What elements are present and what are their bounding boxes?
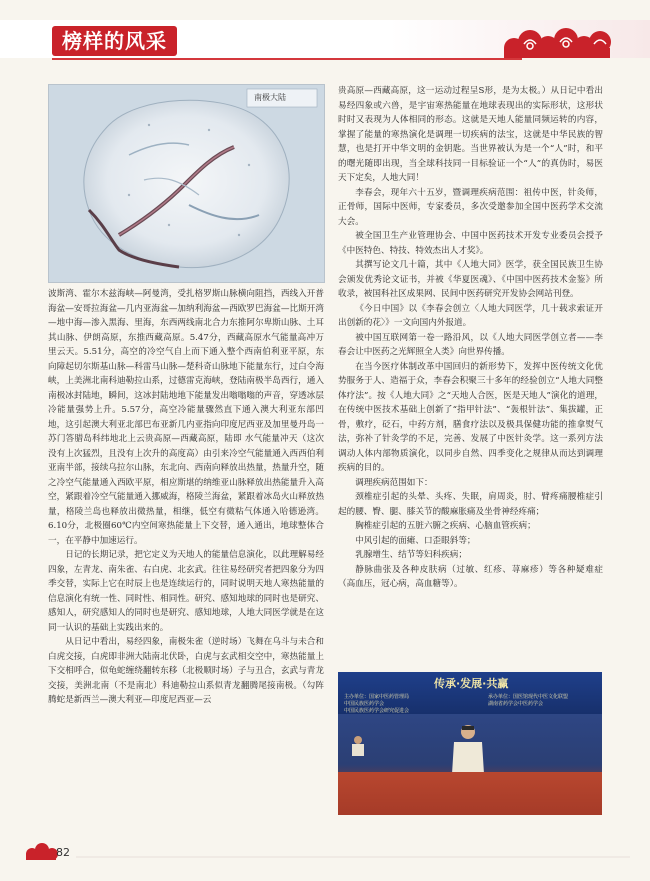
banner-host: 承办单位：国医馆现代中医文化联盟	[488, 694, 569, 700]
page-number: 82	[56, 846, 70, 859]
banner-organizer: 主办单位：国家中医药管理局	[344, 694, 410, 700]
paragraph: 《今日中国》以《李春会创立〈人地大同医学，几十载求索证开出创新的花〉》一文向国内外报道。	[338, 303, 603, 328]
section-title: 榜样的风采	[52, 26, 177, 56]
footer-ornament	[20, 836, 630, 866]
antarctica-relief-illustration	[49, 85, 324, 282]
conference-photo	[338, 672, 602, 815]
list-item: 静脉曲张及各种皮肤病（过敏、红疹、荨麻疹）等各种疑难症（高血压，冠心病，高血糖等）。	[338, 564, 603, 589]
banner-slogan: 传承·发展·共赢	[434, 677, 509, 690]
list-item: 胸椎症引起的五脏六腑之疾病、心脑血管疾病；	[355, 521, 536, 531]
list-item: 颈椎症引起的头晕、头疼、失眠，肩周炎，肘、臂疼痛腰椎症引起的腰、臀、腿、膝关节的酸麻胀痛及坐骨神经疼痛；	[338, 492, 603, 517]
paragraph: 日记的长期记录，把它定义为天地人的能量信息演化，以此理解易经四象，左青龙、南朱雀、右白虎、北玄武。往往易经研究者把四象分为四季交替，实际上它在时辰上也是连续运行的，同时说明天地人寒热能量的信息演化有统一性、同时性、相同性。研究、感知地球的同时也是研究、感知人，研究感知人的同时也是研究、感知地球，人地大同医学就是在这同一认识的基础上实践出来的。	[48, 550, 324, 633]
list-item: 乳腺增生、结节等妇科疾病；	[355, 550, 467, 560]
list-item: 中风引起的面瘫、口歪眼斜等；	[355, 535, 476, 546]
paragraph: 从日记中看出，易经四象，南极朱雀（逆时场）飞舞在乌斗与未合和白虎交接，白虎即非洲大陆南北伏卧，白虎与玄武相交空中，寒热能量上下交相呼合，似龟蛇缠绕翻转东移（北极顺时场）子与丑合，玄武与青龙交接，美洲北南（不是南北）科迪勒拉山系似青龙翻腾尾接南极。（勾阵腾蛇是新西兰—澳大利亚—印度尼西亚—云	[48, 637, 324, 705]
section-header	[0, 0, 650, 70]
paragraph: 在当今医疗体制改革中国回归的新形势下，发挥中医传统文化优势服务于人、造福于众，李春会积聚三十多年的经验创立“人地大同整体疗法”。按《人地大同》之“天地人合医，医是天地人”演化的道理，在传统中医技术基础上创新了“指甲针法”、“轰根针法”、集拔罐，正骨，敷疗，砭石，中药方剂，膳食疗法以及极具保健功能的推拿熨气法，弥补了针灸学的不足，完善、发展了中医针灸学。这一系列方法调动人体内部物质演化，以同步自然、四季变化之规律从而达到调理疾病的目的。	[338, 361, 603, 473]
paragraph: 被全国卫生产业管理协会、中国中医药技术开发专业委员会授予《中医特色、特技、特效杰出人才奖》。	[338, 231, 603, 256]
paragraph: 李春会，现年六十五岁，暨调理疾病范围：祖传中医，针灸师，正骨师，国际中医师，专家委员，多次受邀参加全国中医药学术交流大会。	[338, 187, 603, 227]
antarctica-map	[48, 84, 325, 283]
paragraph: 被中国互联网第一卷一路沿风，以《人地大同医学创立者——李春会让中医药之光辉照全人类》向世界传播。	[338, 332, 603, 357]
auspicious-cloud-ornament	[496, 22, 620, 62]
paragraph: 其撰写论文几十篇，其中《人地大同》医学，获全国民族卫生协会颁发优秀论文证书，并被《华夏医魂》、《中国中医药技术金鉴》所收录，被国科社区成果网、民间中医药研究开发协会网站刊登。	[338, 260, 603, 299]
paragraph: 贵高原—西藏高原，这一运动过程呈S形，是为太极。）从日记中看出易经四象或六兽，是宇宙寒热能量在地球表现出的实际形状，这形状时时又表现为人体相同的形态。这就是天地人能量同频运转的内容，掌握了能量的寒热演化是调理一切疾病的法宝，这就是中华民族的智慧，也是打开中华文明的金钥匙。当世界被认为是一个“人”时，和平的曙光随即出现，当全球科技同一目标验证一个“人”的真伪时，易医天下定矣，人地大同！	[338, 86, 603, 183]
seated-figure	[348, 734, 368, 758]
left-text-column	[48, 287, 324, 708]
banner-organizer: 中国民族医药学会	[344, 701, 385, 707]
right-text-column	[338, 84, 603, 592]
banner-host: 湖南省药学会中医药学会	[488, 701, 544, 707]
map-inset-caption: 南极大陆	[254, 93, 286, 102]
paragraph: 波斯湾、霍尔木兹海峡—阿曼湾，受扎格罗斯山脉横向阻挡，西线入开普海盆—安哥拉海盆—几内亚海盆—加纳利海盆—西欧罗巴海盆—比斯开湾—地中海—渗入黑海、里海，东西两线南北合力东推阿尔卑斯山脉、土耳其山脉、伊朗高原，东推西藏高原。5.47分，西藏高原水气能量高冲万里云天。5.51分，高空的冷空气自上而下通入整个西南伯利亚平原，东向障起切尔斯基山脉—科雷马山脉—楚科奇山脉地下能量东行，过白令海峡，上美洲北南科迪勒拉山系，过德雷克海峡，登陆南极半岛西行，通入南极冰封陆地，瞬间，这冰封陆地地下能量发出嗡嗡嗡的声音，穿透冰层冷能量强势上升。5.57分，高空冷能量骤然直下通入澳大利亚东部凹地，这引起澳大利亚北部巴布亚新几内亚指向印度尼西亚及加里曼丹岛一苏门答腊岛科纬地北上云贵高原—西藏高原，陆即 水气能量冲天（这次没有上次猛烈，且没有上次升的高度高）由引来冷空气能量通入西西伯利亚南半部，接续乌拉尔山脉，东北向、西南向释放出热量，热量升空，随之冷空气能量通入西欧平原，相应斯堪的纳维亚山脉释放出热能量升入高空，紧跟着冷空气能量通入挪威海，格陵兰海盆，紧跟着冰岛火山释放热量，格陵兰岛也释放出微热量，相继，低空有微粘气体通入哈德逊湾。6.10分，北极圈60℃内空间寒热能量上下交替，通入通出，地球整体合一，在平静中加速运行。	[48, 289, 324, 546]
conference-banner	[338, 672, 602, 714]
banner-organizer: 中国民族医药学会研究促进会	[344, 708, 410, 714]
header-rule	[52, 58, 522, 60]
list-heading: 调理疾病范围如下：	[355, 477, 433, 488]
stage-table	[338, 772, 602, 815]
